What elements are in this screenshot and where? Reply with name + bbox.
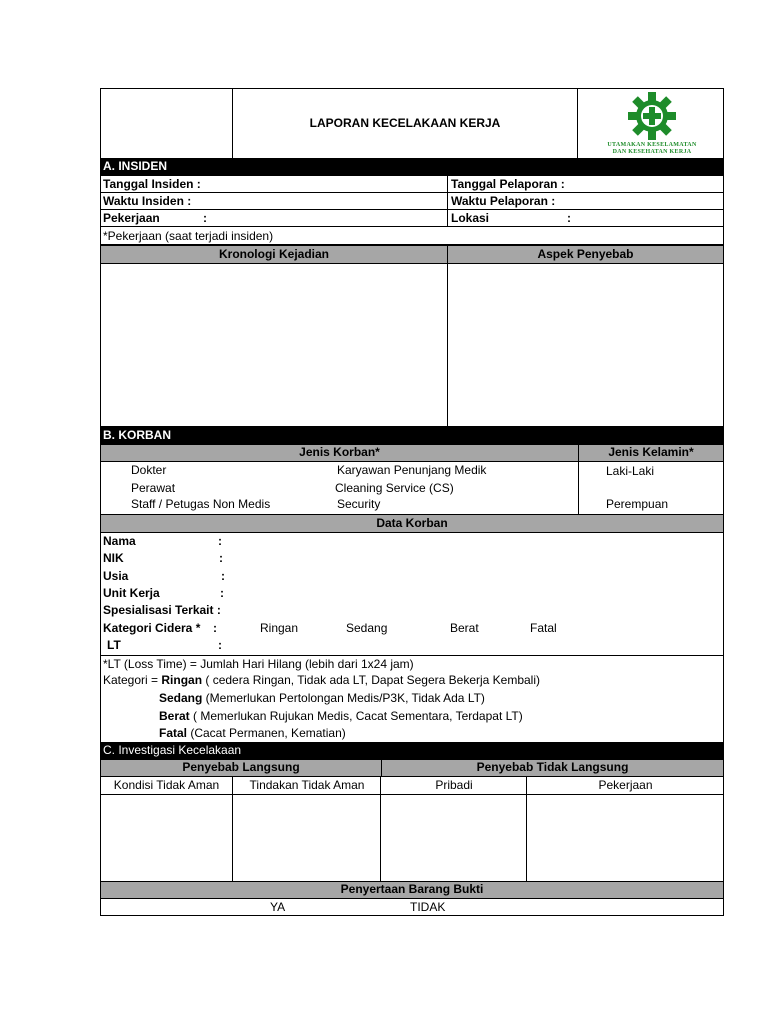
lt-note: *LT (Loss Time) = Jumlah Hari Hilang (lebih dari 1x24 jam) [103, 657, 414, 671]
logo-text-1: UTAMAKAN KESELAMATAN [607, 142, 697, 148]
lt-colon: : [218, 638, 222, 652]
jenis-korban-header: Jenis Korban* [100, 444, 579, 462]
kondisi-tidak-aman: Kondisi Tidak Aman [113, 778, 220, 792]
nama-label: Nama [103, 534, 136, 548]
option-ya[interactable]: YA [270, 900, 286, 914]
korban-perawat[interactable]: Perawat [131, 481, 176, 495]
penyebab-langsung-header: Penyebab Langsung [100, 759, 382, 777]
ringan-desc: ( cedera Ringan, Tidak ada LT, Dapat Segera Bekerja Kembali) [202, 673, 541, 687]
unit-kerja-colon: : [220, 586, 224, 600]
row-line [100, 192, 724, 210]
kategori-sedang[interactable]: Sedang [346, 621, 388, 635]
lt-label: LT [107, 638, 121, 652]
jenis-kelamin-header: Jenis Kelamin* [578, 444, 724, 462]
pekerjaan-colon: : [203, 211, 207, 225]
spesialisasi-label: Spesialisasi Terkait : [103, 603, 221, 617]
kronologi-header: Kronologi Kejadian [100, 245, 448, 264]
kategori-fatal[interactable]: Fatal [530, 621, 557, 635]
pekerjaan-cell[interactable] [527, 795, 723, 881]
kondisi-cell[interactable] [101, 795, 232, 881]
pekerjaan-header: Pekerjaan [598, 778, 653, 792]
section-c-header: C. Investigasi Kecelakaan [100, 742, 724, 759]
section-a-header: A. INSIDEN [100, 158, 724, 175]
kategori-note-prefix: Kategori = [103, 673, 162, 687]
sedang-term: Sedang [159, 691, 203, 705]
pribadi-cell[interactable] [381, 795, 526, 881]
option-tidak[interactable]: TIDAK [410, 900, 446, 914]
kategori-colon: : [213, 621, 217, 635]
lokasi-colon: : [567, 211, 571, 225]
korban-karyawan[interactable]: Karyawan Penunjang Medik [337, 463, 487, 477]
usia-label: Usia [103, 569, 129, 583]
page-title: LAPORAN KECELAKAAN KERJA [309, 116, 501, 130]
waktu-insiden-label: Waktu Insiden : [103, 194, 192, 208]
logo-text-2: DAN KESEHATAN KERJA [612, 149, 692, 155]
korban-staff[interactable]: Staff / Petugas Non Medis [131, 497, 271, 511]
k3-logo [590, 91, 714, 157]
kategori-note [103, 673, 540, 687]
waktu-pelaporan-label: Waktu Pelaporan : [451, 194, 556, 208]
data-korban-header: Data Korban [100, 514, 724, 533]
kelamin-laki[interactable]: Laki-Laki [606, 464, 655, 478]
penyebab-tidak-langsung-header: Penyebab Tidak Langsung [381, 759, 724, 777]
tanggal-pelaporan-label: Tanggal Pelaporan : [451, 177, 565, 191]
korban-security[interactable]: Security [337, 497, 381, 511]
sedang-note [159, 691, 485, 705]
col-divider [447, 175, 448, 227]
aspek-box[interactable] [447, 263, 724, 427]
pekerjaan-label: Pekerjaan [103, 211, 160, 225]
aspek-header: Aspek Penyebab [447, 245, 724, 264]
unit-kerja-label: Unit Kerja [103, 586, 160, 600]
lokasi-label: Lokasi [451, 211, 490, 225]
nik-label: NIK [103, 551, 124, 565]
kategori-ringan[interactable]: Ringan [260, 621, 299, 635]
tindakan-tidak-aman: Tindakan Tidak Aman [249, 778, 365, 792]
ringan-term: Ringan [161, 673, 203, 687]
kronologi-box[interactable] [100, 263, 448, 427]
row-line [100, 209, 724, 227]
berat-note [159, 709, 523, 723]
kelamin-perempuan[interactable]: Perempuan [606, 497, 669, 511]
fatal-note [159, 726, 346, 740]
korban-cleaning[interactable]: Cleaning Service (CS) [335, 481, 454, 495]
pekerjaan-note: *Pekerjaan (saat terjadi insiden) [103, 229, 274, 243]
tanggal-insiden-label: Tanggal Insiden : [103, 177, 201, 191]
berat-desc: ( Memerlukan Rujukan Medis, Cacat Sementara, Terdapat LT) [189, 709, 523, 723]
berat-term: Berat [159, 709, 190, 723]
barang-bukti-header: Penyertaan Barang Bukti [100, 881, 724, 899]
fatal-term: Fatal [159, 726, 188, 740]
header-divider-right [577, 88, 578, 160]
kategori-label: Kategori Cidera * [103, 621, 201, 635]
sedang-desc: (Memerlukan Pertolongan Medis/P3K, Tidak Ada LT) [202, 691, 485, 705]
fatal-desc: (Cacat Permanen, Kematian) [187, 726, 346, 740]
korban-dokter[interactable]: Dokter [131, 463, 167, 477]
tindakan-cell[interactable] [233, 795, 380, 881]
col-divider [578, 461, 579, 515]
usia-colon: : [221, 569, 225, 583]
nama-colon: : [218, 534, 222, 548]
kategori-berat[interactable]: Berat [450, 621, 479, 635]
data-korban-box [100, 532, 724, 656]
nik-colon: : [219, 551, 223, 565]
pribadi-header: Pribadi [435, 778, 473, 792]
section-b-header: B. KORBAN [100, 427, 724, 444]
